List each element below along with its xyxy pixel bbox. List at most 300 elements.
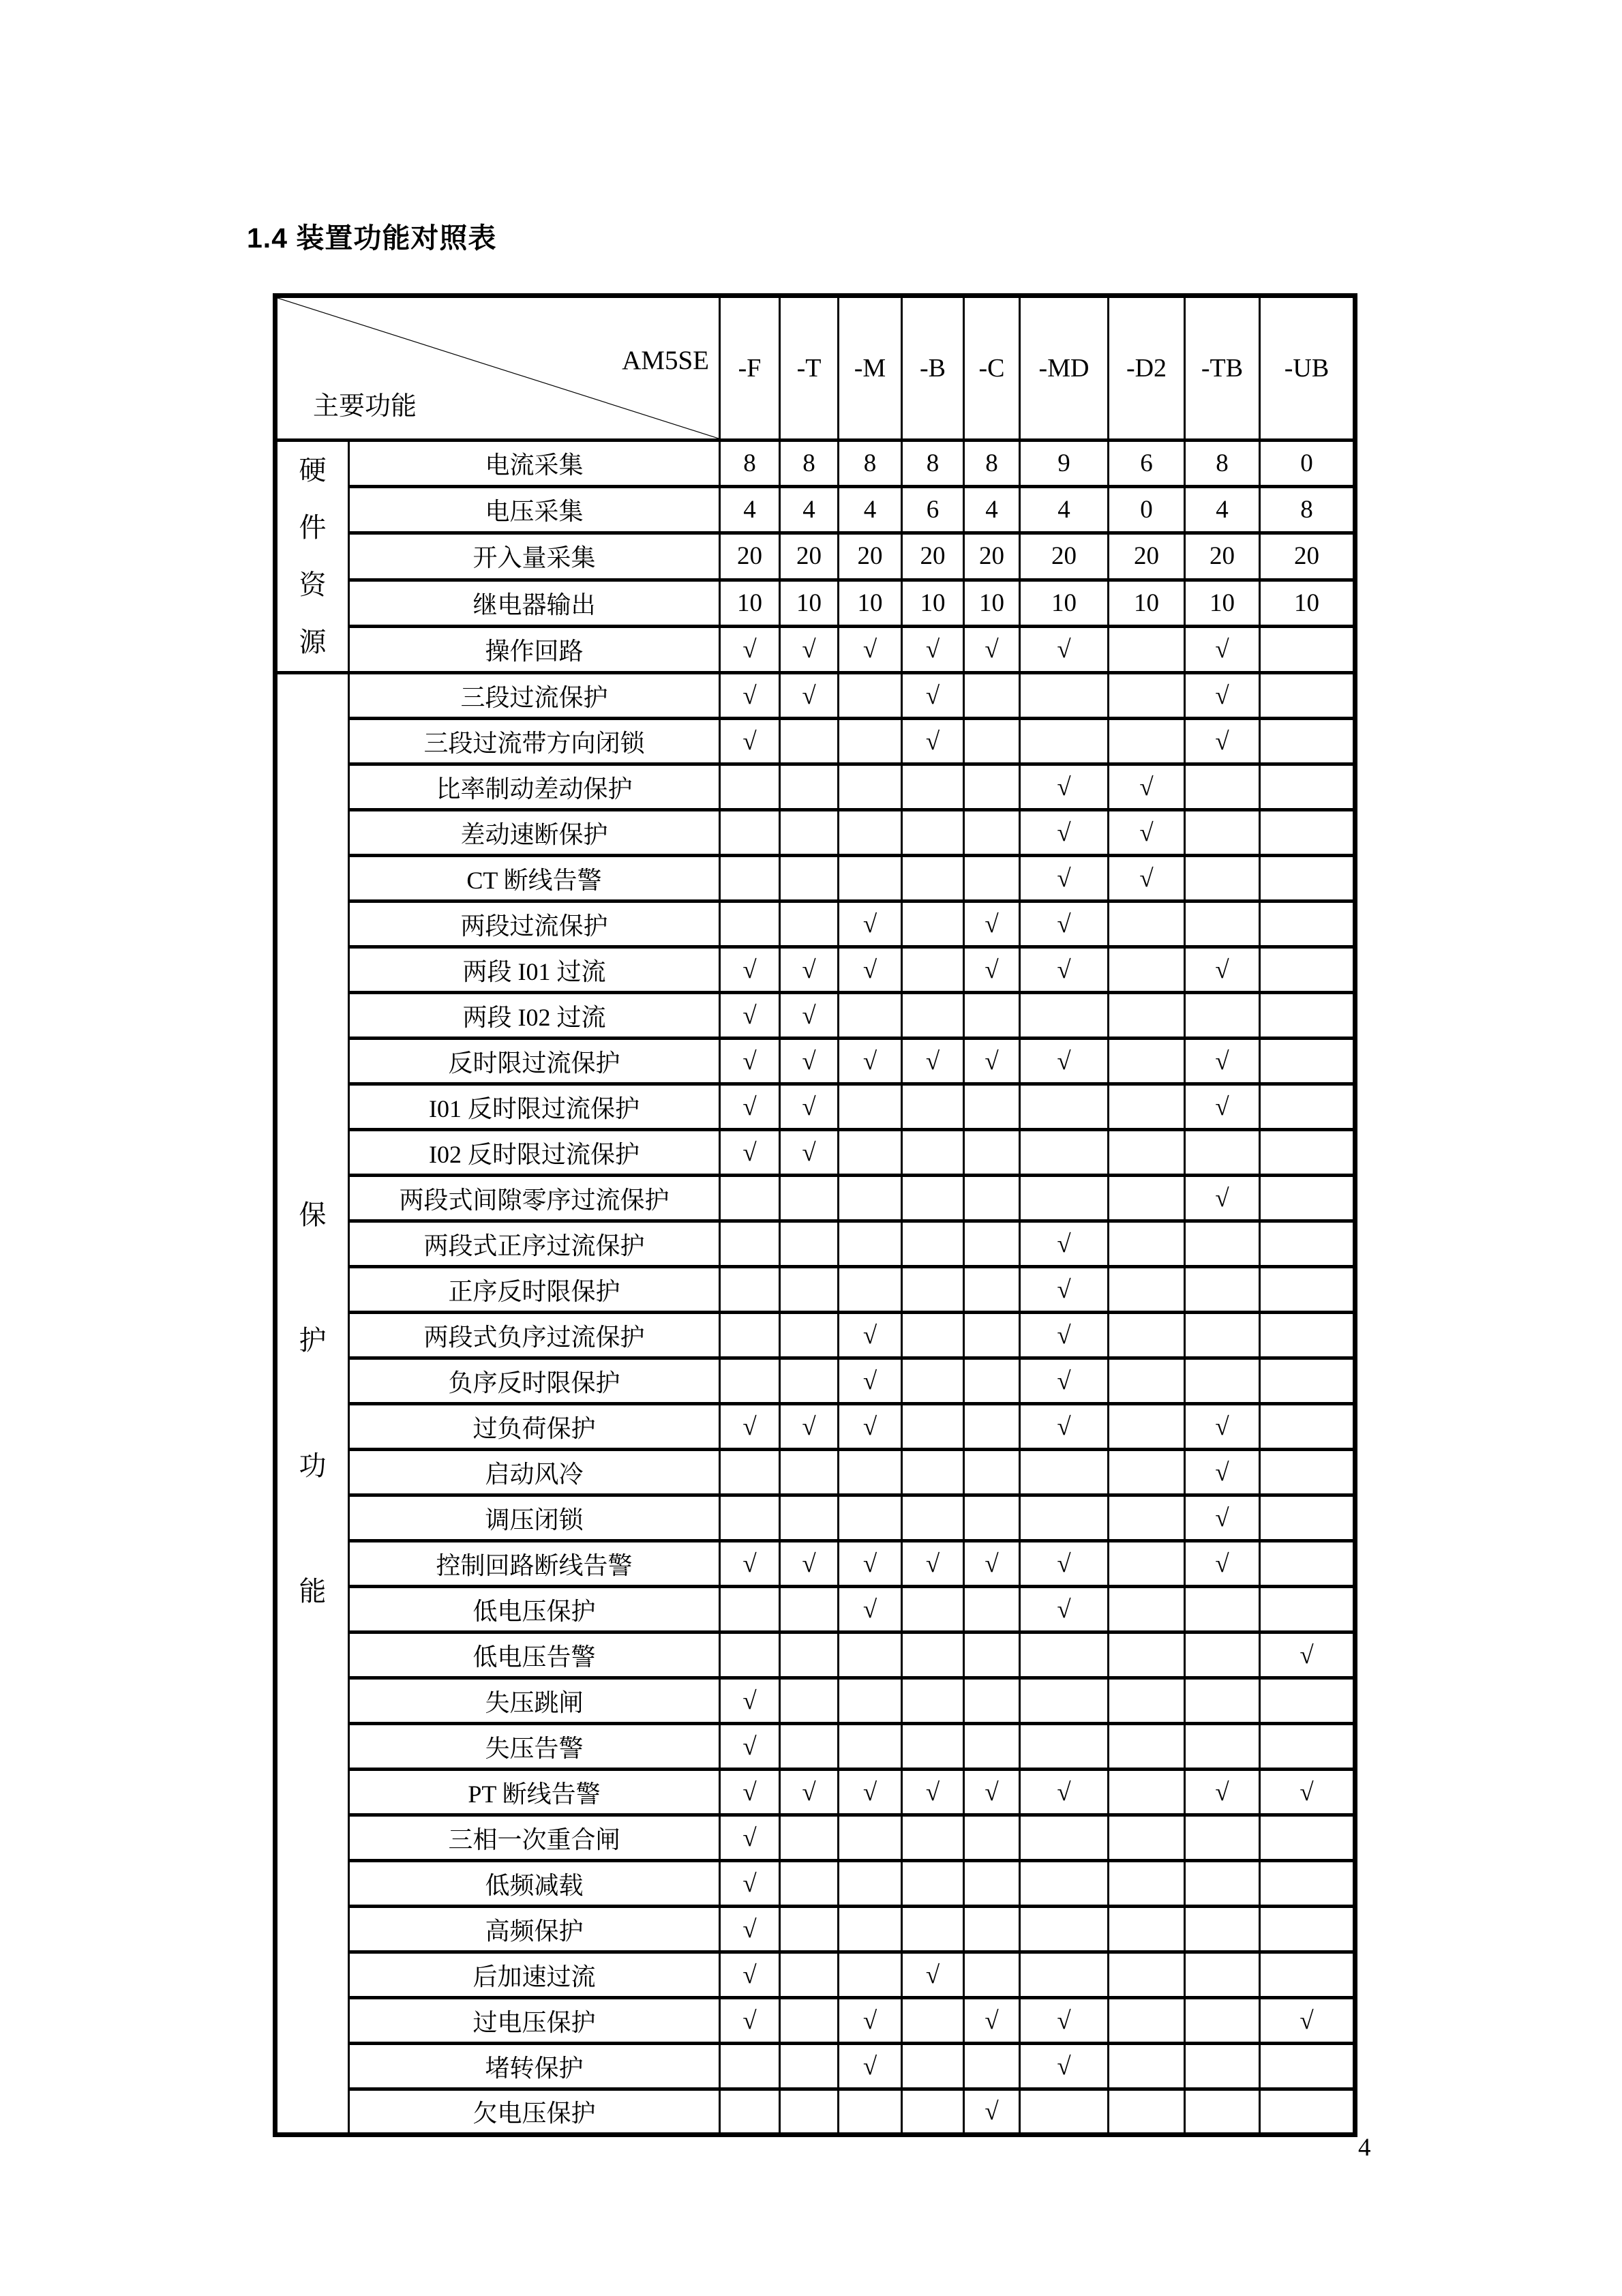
empty-cell: [1185, 1358, 1260, 1404]
check-cell: √: [1185, 1450, 1260, 1495]
check-cell: √: [720, 1998, 780, 2044]
empty-cell: [1020, 1952, 1109, 1998]
empty-cell: [1185, 1221, 1260, 1267]
row-label: 两段式正序过流保护: [349, 1221, 720, 1267]
check-cell: √: [1020, 1039, 1109, 1084]
empty-cell: [902, 1678, 964, 1724]
check-cell: √: [1109, 810, 1185, 856]
row-label: 正序反时限保护: [349, 1267, 720, 1313]
empty-cell: [1185, 1815, 1260, 1861]
table-row: [275, 533, 1355, 580]
row-label: PT 断线告警: [349, 1770, 720, 1815]
check-cell: √: [720, 1678, 780, 1724]
value-cell: 20: [1020, 533, 1109, 580]
check-cell: √: [780, 626, 839, 672]
value-cell: 8: [1260, 487, 1355, 533]
check-cell: √: [902, 719, 964, 764]
empty-cell: [720, 901, 780, 947]
table-row: [275, 441, 1355, 487]
value-cell: 20: [780, 533, 839, 580]
empty-cell: [720, 2089, 780, 2135]
empty-cell: [1185, 1267, 1260, 1313]
empty-cell: [1109, 1313, 1185, 1358]
value-cell: 4: [964, 487, 1020, 533]
row-label: 低电压告警: [349, 1632, 720, 1678]
check-cell: √: [720, 947, 780, 993]
empty-cell: [1109, 1358, 1185, 1404]
empty-cell: [839, 1632, 902, 1678]
check-cell: √: [839, 947, 902, 993]
check-cell: √: [1185, 1039, 1260, 1084]
check-cell: √: [839, 1039, 902, 1084]
empty-cell: [1185, 1130, 1260, 1176]
check-cell: √: [839, 1404, 902, 1450]
value-cell: 0: [1260, 441, 1355, 487]
empty-cell: [1020, 1632, 1109, 1678]
value-cell: 10: [1020, 580, 1109, 626]
empty-cell: [839, 1130, 902, 1176]
check-cell: √: [720, 1861, 780, 1907]
empty-cell: [1185, 2089, 1260, 2135]
empty-cell: [902, 1998, 964, 2044]
check-cell: √: [839, 1313, 902, 1358]
value-cell: 8: [839, 441, 902, 487]
check-cell: √: [839, 1587, 902, 1632]
empty-cell: [780, 1952, 839, 1998]
value-cell: 8: [902, 441, 964, 487]
value-cell: 8: [780, 441, 839, 487]
empty-cell: [902, 1130, 964, 1176]
empty-cell: [780, 1724, 839, 1770]
empty-cell: [1185, 2044, 1260, 2089]
value-cell: 9: [1020, 441, 1109, 487]
table-row: [275, 901, 1355, 947]
empty-cell: [902, 1495, 964, 1541]
check-cell: √: [720, 1541, 780, 1587]
empty-cell: [780, 1313, 839, 1358]
empty-cell: [1020, 1815, 1109, 1861]
empty-cell: [839, 1907, 902, 1952]
row-label: 三段过流带方向闭锁: [349, 719, 720, 764]
check-cell: √: [1260, 1632, 1355, 1678]
empty-cell: [964, 764, 1020, 810]
check-cell: √: [780, 673, 839, 719]
empty-cell: [839, 1861, 902, 1907]
empty-cell: [1020, 1678, 1109, 1724]
empty-cell: [902, 1313, 964, 1358]
empty-cell: [1109, 1907, 1185, 1952]
empty-cell: [1020, 1176, 1109, 1221]
value-cell: 20: [964, 533, 1020, 580]
row-label: 两段 I02 过流: [349, 993, 720, 1039]
empty-cell: [1109, 1450, 1185, 1495]
column-header-ub: -UB: [1260, 296, 1355, 441]
empty-cell: [1260, 1678, 1355, 1724]
row-label: I01 反时限过流保护: [349, 1084, 720, 1130]
value-cell: 10: [902, 580, 964, 626]
empty-cell: [902, 1587, 964, 1632]
empty-cell: [720, 1221, 780, 1267]
empty-cell: [780, 1358, 839, 1404]
empty-cell: [1109, 1952, 1185, 1998]
empty-cell: [902, 1176, 964, 1221]
row-label: 高频保护: [349, 1907, 720, 1952]
empty-cell: [1020, 673, 1109, 719]
check-cell: √: [964, 2089, 1020, 2135]
check-cell: √: [720, 1952, 780, 1998]
empty-cell: [1260, 1815, 1355, 1861]
empty-cell: [964, 1267, 1020, 1313]
empty-cell: [780, 1495, 839, 1541]
empty-cell: [839, 1495, 902, 1541]
check-cell: √: [839, 901, 902, 947]
check-cell: √: [1260, 1998, 1355, 2044]
empty-cell: [1109, 1267, 1185, 1313]
empty-cell: [720, 856, 780, 901]
function-comparison-table: [273, 293, 1357, 2137]
check-cell: √: [1020, 810, 1109, 856]
check-cell: √: [1185, 1176, 1260, 1221]
empty-cell: [1020, 1907, 1109, 1952]
value-cell: 4: [720, 487, 780, 533]
value-cell: 4: [1185, 487, 1260, 533]
check-cell: √: [1020, 1267, 1109, 1313]
empty-cell: [964, 1450, 1020, 1495]
check-cell: √: [839, 626, 902, 672]
table-row: [275, 856, 1355, 901]
empty-cell: [720, 1495, 780, 1541]
check-cell: √: [720, 993, 780, 1039]
check-cell: √: [720, 1907, 780, 1952]
empty-cell: [1260, 1039, 1355, 1084]
corner-model-series-label: AM5SE: [622, 346, 709, 375]
value-cell: 20: [720, 533, 780, 580]
empty-cell: [964, 1130, 1020, 1176]
table-row: [275, 487, 1355, 533]
check-cell: √: [780, 1039, 839, 1084]
empty-cell: [964, 2044, 1020, 2089]
empty-cell: [1185, 1861, 1260, 1907]
table-row: [275, 1861, 1355, 1907]
check-cell: √: [964, 1998, 1020, 2044]
empty-cell: [1109, 1861, 1185, 1907]
check-cell: √: [1109, 764, 1185, 810]
empty-cell: [720, 810, 780, 856]
empty-cell: [1260, 1907, 1355, 1952]
table-row: [275, 1815, 1355, 1861]
check-cell: √: [964, 1541, 1020, 1587]
row-label: 低频减载: [349, 1861, 720, 1907]
empty-cell: [1020, 719, 1109, 764]
empty-cell: [1109, 673, 1185, 719]
value-cell: 10: [839, 580, 902, 626]
check-cell: √: [964, 947, 1020, 993]
row-label: 开入量采集: [349, 533, 720, 580]
empty-cell: [839, 810, 902, 856]
value-cell: 10: [780, 580, 839, 626]
check-cell: √: [1020, 856, 1109, 901]
empty-cell: [780, 764, 839, 810]
column-header-m: -M: [839, 296, 902, 441]
empty-cell: [1260, 1404, 1355, 1450]
check-cell: √: [780, 1770, 839, 1815]
value-cell: 4: [780, 487, 839, 533]
empty-cell: [902, 2044, 964, 2089]
empty-cell: [1109, 1130, 1185, 1176]
empty-cell: [720, 764, 780, 810]
empty-cell: [1185, 1678, 1260, 1724]
row-label: 两段过流保护: [349, 901, 720, 947]
empty-cell: [964, 1632, 1020, 1678]
table-row: [275, 1952, 1355, 1998]
check-cell: √: [902, 1952, 964, 1998]
empty-cell: [902, 1724, 964, 1770]
table-row: [275, 580, 1355, 626]
row-label: 过负荷保护: [349, 1404, 720, 1450]
empty-cell: [1020, 1861, 1109, 1907]
empty-cell: [964, 1495, 1020, 1541]
check-cell: √: [720, 719, 780, 764]
empty-cell: [780, 901, 839, 947]
empty-cell: [1260, 810, 1355, 856]
empty-cell: [1185, 1907, 1260, 1952]
value-cell: 10: [720, 580, 780, 626]
column-header-b: -B: [902, 296, 964, 441]
row-label: I02 反时限过流保护: [349, 1130, 720, 1176]
empty-cell: [1260, 1952, 1355, 1998]
empty-cell: [1020, 1724, 1109, 1770]
empty-cell: [1260, 1724, 1355, 1770]
empty-cell: [1260, 901, 1355, 947]
check-cell: √: [780, 947, 839, 993]
row-label: 堵转保护: [349, 2044, 720, 2089]
empty-cell: [1020, 993, 1109, 1039]
empty-cell: [780, 2044, 839, 2089]
check-cell: √: [1185, 1404, 1260, 1450]
check-cell: √: [839, 1541, 902, 1587]
table-row: [275, 1587, 1355, 1632]
empty-cell: [1109, 2089, 1185, 2135]
empty-cell: [902, 1861, 964, 1907]
empty-cell: [902, 2089, 964, 2135]
empty-cell: [780, 1587, 839, 1632]
empty-cell: [1260, 764, 1355, 810]
empty-cell: [1185, 1952, 1260, 1998]
empty-cell: [964, 1724, 1020, 1770]
group-label-text: 硬件资源: [299, 455, 327, 657]
check-cell: √: [1020, 1998, 1109, 2044]
table-row: [275, 673, 1355, 719]
check-cell: √: [720, 673, 780, 719]
empty-cell: [1109, 626, 1185, 672]
empty-cell: [839, 2089, 902, 2135]
empty-cell: [1260, 1358, 1355, 1404]
row-label: 两段 I01 过流: [349, 947, 720, 993]
empty-cell: [1260, 1587, 1355, 1632]
check-cell: √: [720, 1770, 780, 1815]
empty-cell: [1260, 626, 1355, 672]
empty-cell: [1185, 1632, 1260, 1678]
table-row: [275, 1495, 1355, 1541]
empty-cell: [902, 1907, 964, 1952]
empty-cell: [964, 1084, 1020, 1130]
empty-cell: [964, 1313, 1020, 1358]
table-row: [275, 1358, 1355, 1404]
empty-cell: [1109, 1724, 1185, 1770]
empty-cell: [902, 1450, 964, 1495]
empty-cell: [720, 1587, 780, 1632]
empty-cell: [964, 1221, 1020, 1267]
empty-cell: [902, 901, 964, 947]
empty-cell: [964, 1358, 1020, 1404]
check-cell: √: [1185, 719, 1260, 764]
row-label: 失压跳闸: [349, 1678, 720, 1724]
empty-cell: [964, 1678, 1020, 1724]
table-row: [275, 947, 1355, 993]
empty-cell: [780, 1450, 839, 1495]
group-label: [275, 441, 349, 673]
empty-cell: [839, 1221, 902, 1267]
empty-cell: [1260, 1541, 1355, 1587]
empty-cell: [1260, 2089, 1355, 2135]
row-label: CT 断线告警: [349, 856, 720, 901]
table-row: [275, 1084, 1355, 1130]
empty-cell: [1185, 1724, 1260, 1770]
empty-cell: [964, 1404, 1020, 1450]
table-row: [275, 1632, 1355, 1678]
empty-cell: [902, 810, 964, 856]
empty-cell: [1260, 856, 1355, 901]
check-cell: √: [1020, 764, 1109, 810]
check-cell: √: [902, 1770, 964, 1815]
row-label: 控制回路断线告警: [349, 1541, 720, 1587]
empty-cell: [1109, 1770, 1185, 1815]
row-label: 差动速断保护: [349, 810, 720, 856]
check-cell: √: [720, 1815, 780, 1861]
row-label: 启动风冷: [349, 1450, 720, 1495]
empty-cell: [1109, 901, 1185, 947]
empty-cell: [720, 1313, 780, 1358]
empty-cell: [1260, 1267, 1355, 1313]
check-cell: √: [1185, 1770, 1260, 1815]
empty-cell: [1185, 1998, 1260, 2044]
check-cell: √: [1185, 626, 1260, 672]
check-cell: √: [839, 1770, 902, 1815]
empty-cell: [1185, 993, 1260, 1039]
empty-cell: [1260, 993, 1355, 1039]
empty-cell: [780, 1998, 839, 2044]
empty-cell: [902, 1221, 964, 1267]
row-label: 电流采集: [349, 441, 720, 487]
empty-cell: [1020, 1495, 1109, 1541]
row-label: 低电压保护: [349, 1587, 720, 1632]
empty-cell: [1109, 1587, 1185, 1632]
table-row: [275, 1176, 1355, 1221]
empty-cell: [1260, 673, 1355, 719]
row-label: 负序反时限保护: [349, 1358, 720, 1404]
section-title: 1.4 装置功能对照表: [247, 222, 497, 254]
empty-cell: [1260, 1221, 1355, 1267]
empty-cell: [839, 673, 902, 719]
table-row: [275, 1907, 1355, 1952]
check-cell: √: [780, 1404, 839, 1450]
value-cell: 10: [1109, 580, 1185, 626]
value-cell: 8: [1185, 441, 1260, 487]
check-cell: √: [780, 1541, 839, 1587]
corner-main-function-label: 主要功能: [313, 392, 417, 421]
empty-cell: [780, 1815, 839, 1861]
empty-cell: [1109, 719, 1185, 764]
table-row: [275, 1039, 1355, 1084]
table-row: [275, 1130, 1355, 1176]
table-row: [275, 1313, 1355, 1358]
empty-cell: [839, 764, 902, 810]
row-label: 调压闭锁: [349, 1495, 720, 1541]
empty-cell: [1260, 1313, 1355, 1358]
value-cell: 20: [1260, 533, 1355, 580]
empty-cell: [780, 1632, 839, 1678]
empty-cell: [902, 947, 964, 993]
empty-cell: [720, 1267, 780, 1313]
empty-cell: [780, 810, 839, 856]
corner-cell: [275, 296, 720, 441]
check-cell: √: [720, 1724, 780, 1770]
check-cell: √: [1020, 626, 1109, 672]
empty-cell: [839, 1450, 902, 1495]
empty-cell: [720, 2044, 780, 2089]
row-label: 反时限过流保护: [349, 1039, 720, 1084]
empty-cell: [720, 1358, 780, 1404]
table-row: [275, 1221, 1355, 1267]
check-cell: √: [720, 626, 780, 672]
empty-cell: [720, 1450, 780, 1495]
empty-cell: [1109, 1404, 1185, 1450]
empty-cell: [1260, 1176, 1355, 1221]
value-cell: 20: [1109, 533, 1185, 580]
empty-cell: [1260, 947, 1355, 993]
empty-cell: [902, 764, 964, 810]
empty-cell: [964, 673, 1020, 719]
empty-cell: [1260, 1130, 1355, 1176]
empty-cell: [780, 1678, 839, 1724]
row-label: 操作回路: [349, 626, 720, 672]
table-row: [275, 1724, 1355, 1770]
empty-cell: [1109, 1678, 1185, 1724]
empty-cell: [902, 1358, 964, 1404]
check-cell: √: [902, 1541, 964, 1587]
value-cell: 20: [1185, 533, 1260, 580]
empty-cell: [1109, 1998, 1185, 2044]
empty-cell: [1260, 1495, 1355, 1541]
empty-cell: [780, 1267, 839, 1313]
empty-cell: [780, 856, 839, 901]
empty-cell: [964, 1176, 1020, 1221]
check-cell: √: [1185, 1541, 1260, 1587]
table-row: [275, 810, 1355, 856]
empty-cell: [780, 2089, 839, 2135]
empty-cell: [839, 1678, 902, 1724]
empty-cell: [839, 993, 902, 1039]
empty-cell: [780, 1907, 839, 1952]
empty-cell: [1109, 1221, 1185, 1267]
empty-cell: [839, 856, 902, 901]
check-cell: √: [1020, 1313, 1109, 1358]
empty-cell: [839, 1084, 902, 1130]
check-cell: √: [1185, 1084, 1260, 1130]
empty-cell: [1185, 1313, 1260, 1358]
empty-cell: [780, 1861, 839, 1907]
empty-cell: [1109, 1039, 1185, 1084]
